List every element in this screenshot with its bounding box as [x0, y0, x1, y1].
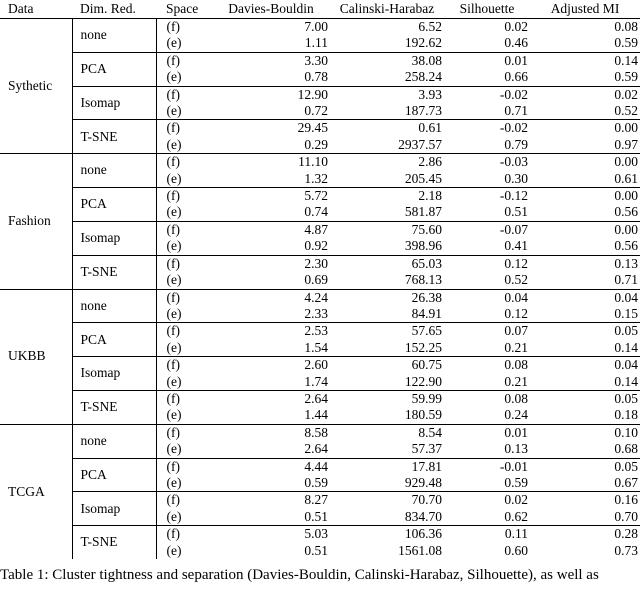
- calinski-harabaz-value: 122.90: [404, 373, 442, 389]
- table-row: [0, 86, 640, 103]
- adjusted-mi-value: 0.67: [614, 474, 638, 490]
- table-row: [0, 458, 640, 475]
- space-value: (f): [156, 526, 212, 543]
- adjusted-mi-value: 0.68: [614, 441, 638, 457]
- calinski-harabaz-value: 2.86: [330, 154, 444, 171]
- header-dim-red: Dim. Red.: [72, 0, 156, 19]
- davies-bouldin-value: 2.60: [212, 357, 330, 374]
- table-row: [0, 52, 640, 69]
- space-value: (e): [166, 305, 182, 321]
- table-row: [0, 492, 640, 509]
- silhouette-value: -0.01: [444, 458, 530, 475]
- davies-bouldin-value: 2.64: [304, 441, 328, 457]
- table-row: [0, 424, 640, 441]
- adjusted-mi-value: 0.15: [614, 305, 638, 321]
- silhouette-value: -0.07: [444, 221, 530, 238]
- davies-bouldin-value: 7.00: [304, 19, 328, 34]
- space-value: (f): [156, 492, 212, 509]
- calinski-harabaz-value: 38.08: [330, 52, 444, 69]
- calinski-harabaz-value: 57.37: [411, 441, 442, 457]
- space-value: (e): [166, 542, 182, 558]
- silhouette-value: 0.59: [504, 474, 528, 490]
- calinski-harabaz-value: 6.52: [418, 19, 442, 34]
- calinski-harabaz-value: 3.93: [330, 86, 444, 103]
- davies-bouldin-value: 5.03: [212, 526, 330, 543]
- calinski-harabaz-value: 205.45: [404, 170, 442, 186]
- header-adjusted-mi: Adjusted MI: [530, 0, 640, 19]
- davies-bouldin-value: 3.30: [212, 52, 330, 69]
- calinski-harabaz-value: 258.24: [404, 69, 442, 85]
- adjusted-mi-value: 0.05: [530, 458, 640, 475]
- dim-red-method: Isomap: [72, 357, 156, 391]
- dim-red-method: Isomap: [72, 221, 156, 255]
- dim-red-method: PCA: [72, 458, 156, 492]
- table-row: [0, 19, 640, 36]
- adjusted-mi-value: 0.70: [614, 508, 638, 524]
- space-value: (e): [166, 170, 182, 186]
- space-value: (e): [166, 204, 182, 220]
- davies-bouldin-value: 2.64: [212, 390, 330, 407]
- dim-red-method: none: [72, 289, 156, 323]
- table-row: [0, 390, 640, 407]
- calinski-harabaz-value: 65.03: [330, 255, 444, 272]
- space-value: (f): [156, 120, 212, 137]
- adjusted-mi-value: 0.56: [614, 204, 638, 220]
- davies-bouldin-value: 4.44: [212, 458, 330, 475]
- space-value: (e): [166, 272, 182, 288]
- calinski-harabaz-value: 929.48: [404, 474, 442, 490]
- silhouette-value: 0.21: [504, 339, 528, 355]
- space-value: (e): [166, 474, 182, 490]
- davies-bouldin-value: 0.72: [304, 103, 328, 119]
- silhouette-value: 0.08: [444, 357, 530, 374]
- calinski-harabaz-value: 180.59: [404, 407, 442, 423]
- space-value: (e): [166, 136, 182, 152]
- silhouette-value: 0.12: [504, 305, 528, 321]
- calinski-harabaz-value: 26.38: [330, 289, 444, 306]
- silhouette-value: 0.13: [504, 441, 528, 457]
- silhouette-value: 0.02: [444, 492, 530, 509]
- davies-bouldin-value: 12.90: [212, 86, 330, 103]
- silhouette-value: 0.07: [444, 323, 530, 340]
- table-header: [0, 0, 640, 19]
- davies-bouldin-value: 0.74: [304, 204, 328, 220]
- calinski-harabaz-value: 398.96: [404, 238, 442, 254]
- space-value: (e): [166, 35, 182, 51]
- adjusted-mi-value: 0.05: [530, 390, 640, 407]
- space-value: (e): [166, 441, 182, 457]
- davies-bouldin-value: 5.72: [212, 188, 330, 205]
- space-value: (f): [156, 424, 212, 441]
- dim-red-method: none: [72, 424, 156, 458]
- davies-bouldin-value: 0.51: [304, 508, 328, 524]
- adjusted-mi-value: 0.61: [614, 170, 638, 186]
- adjusted-mi-value: 0.08: [614, 19, 638, 34]
- space-value: (f): [156, 86, 212, 103]
- calinski-harabaz-value: 581.87: [404, 204, 442, 220]
- calinski-harabaz-value: 768.13: [404, 272, 442, 288]
- adjusted-mi-value: 0.00: [530, 221, 640, 238]
- calinski-harabaz-value: 152.25: [404, 339, 442, 355]
- calinski-harabaz-value: 70.70: [330, 492, 444, 509]
- space-value: (f): [156, 390, 212, 407]
- davies-bouldin-value: 4.24: [212, 289, 330, 306]
- davies-bouldin-value: 11.10: [212, 154, 330, 171]
- adjusted-mi-value: 0.18: [614, 407, 638, 423]
- space-value: (f): [156, 221, 212, 238]
- dim-red-method: Isomap: [72, 492, 156, 526]
- space-value: (e): [166, 339, 182, 355]
- dim-red-method: PCA: [72, 52, 156, 86]
- calinski-harabaz-value: 1561.08: [398, 542, 442, 558]
- adjusted-mi-value: 0.52: [614, 103, 638, 119]
- table-row: [0, 289, 640, 306]
- space-value: (e): [166, 508, 182, 524]
- davies-bouldin-value: 8.58: [212, 424, 330, 441]
- calinski-harabaz-value: 187.73: [404, 103, 442, 119]
- calinski-harabaz-value: 59.99: [330, 390, 444, 407]
- space-value: (e): [166, 238, 182, 254]
- adjusted-mi-value: 0.04: [530, 289, 640, 306]
- silhouette-value: -0.02: [444, 120, 530, 137]
- calinski-harabaz-value: 8.54: [330, 424, 444, 441]
- header-data: Data: [0, 0, 72, 19]
- calinski-harabaz-value: 0.61: [330, 120, 444, 137]
- silhouette-value: 0.71: [504, 103, 528, 119]
- davies-bouldin-value: 2.30: [212, 255, 330, 272]
- space-value: (f): [156, 289, 212, 306]
- adjusted-mi-value: 0.16: [530, 492, 640, 509]
- silhouette-value: 0.66: [504, 69, 528, 85]
- silhouette-value: 0.51: [504, 204, 528, 220]
- davies-bouldin-value: 29.45: [212, 120, 330, 137]
- table-row: [0, 357, 640, 374]
- calinski-harabaz-value: 106.36: [330, 526, 444, 543]
- table-row: [0, 255, 640, 272]
- space-value: (f): [156, 154, 212, 171]
- davies-bouldin-value: 0.29: [304, 136, 328, 152]
- table-row: [0, 323, 640, 340]
- calinski-harabaz-value: 192.62: [404, 35, 442, 51]
- space-value: (f): [156, 52, 212, 69]
- space-value: (f): [156, 188, 212, 205]
- header-davies-bouldin: Davies-Bouldin: [212, 0, 330, 19]
- davies-bouldin-value: 1.74: [304, 373, 328, 389]
- dim-red-method: T-SNE: [72, 526, 156, 559]
- adjusted-mi-value: 0.14: [614, 373, 638, 389]
- dataset-name: TCGA: [0, 424, 72, 559]
- adjusted-mi-value: 0.10: [530, 424, 640, 441]
- davies-bouldin-value: 4.87: [212, 221, 330, 238]
- silhouette-value: 0.79: [504, 136, 528, 152]
- silhouette-value: 0.24: [504, 407, 528, 423]
- dim-red-method: Isomap: [72, 86, 156, 120]
- adjusted-mi-value: 0.00: [530, 188, 640, 205]
- silhouette-value: 0.52: [504, 272, 528, 288]
- calinski-harabaz-value: 57.65: [330, 323, 444, 340]
- calinski-harabaz-value: 60.75: [330, 357, 444, 374]
- adjusted-mi-value: 0.59: [614, 69, 638, 85]
- calinski-harabaz-value: 17.81: [330, 458, 444, 475]
- adjusted-mi-value: 0.14: [614, 339, 638, 355]
- adjusted-mi-value: 0.71: [614, 272, 638, 288]
- dim-red-method: T-SNE: [72, 390, 156, 424]
- calinski-harabaz-value: 75.60: [330, 221, 444, 238]
- silhouette-value: 0.41: [504, 238, 528, 254]
- silhouette-value: 0.02: [504, 19, 528, 34]
- calinski-harabaz-value: 84.91: [411, 305, 442, 321]
- silhouette-value: -0.03: [444, 154, 530, 171]
- table-row: [0, 154, 640, 171]
- dim-red-method: PCA: [72, 188, 156, 222]
- adjusted-mi-value: 0.28: [530, 526, 640, 543]
- dataset-name: Fashion: [0, 154, 72, 289]
- caption-line: Table 1: Cluster tightness and separation (Davies-Bouldin, Calinski-Harabaz, Silhouette), as well as: [0, 567, 599, 583]
- davies-bouldin-value: 0.69: [304, 272, 328, 288]
- davies-bouldin-value: 2.33: [304, 305, 328, 321]
- space-value: (e): [166, 103, 182, 119]
- table-body: [0, 19, 640, 560]
- dataset-name: Sythetic: [0, 19, 72, 154]
- space-value: (e): [166, 69, 182, 85]
- header-space: Space: [156, 0, 212, 19]
- silhouette-value: 0.01: [444, 52, 530, 69]
- davies-bouldin-value: 1.11: [304, 35, 328, 51]
- adjusted-mi-value: 0.73: [614, 542, 638, 558]
- space-value: (f): [166, 19, 180, 34]
- davies-bouldin-value: 0.51: [304, 542, 328, 558]
- silhouette-value: 0.60: [504, 542, 528, 558]
- silhouette-value: -0.12: [444, 188, 530, 205]
- space-value: (e): [166, 407, 182, 423]
- table-row: [0, 221, 640, 238]
- davies-bouldin-value: 1.44: [304, 407, 328, 423]
- silhouette-value: 0.01: [444, 424, 530, 441]
- table-row: [0, 188, 640, 205]
- adjusted-mi-value: 0.05: [530, 323, 640, 340]
- davies-bouldin-value: 1.32: [304, 170, 328, 186]
- dim-red-method: T-SNE: [72, 120, 156, 154]
- space-value: (f): [156, 458, 212, 475]
- silhouette-value: 0.46: [504, 35, 528, 51]
- dim-red-method: none: [72, 154, 156, 188]
- davies-bouldin-value: 8.27: [212, 492, 330, 509]
- table-row: [0, 120, 640, 137]
- adjusted-mi-value: 0.59: [614, 35, 638, 51]
- header-calinski-harabaz: Calinski-Harabaz: [330, 0, 444, 19]
- davies-bouldin-value: 1.54: [304, 339, 328, 355]
- adjusted-mi-value: 0.97: [614, 136, 638, 152]
- davies-bouldin-value: 0.92: [304, 238, 328, 254]
- dim-red-method: none: [72, 19, 156, 53]
- silhouette-value: 0.21: [504, 373, 528, 389]
- adjusted-mi-value: 0.02: [530, 86, 640, 103]
- calinski-harabaz-value: 2937.57: [398, 136, 442, 152]
- silhouette-value: 0.08: [444, 390, 530, 407]
- adjusted-mi-value: 0.00: [530, 154, 640, 171]
- davies-bouldin-value: 0.59: [304, 474, 328, 490]
- davies-bouldin-value: 0.78: [304, 69, 328, 85]
- silhouette-value: 0.04: [444, 289, 530, 306]
- dataset-name: UKBB: [0, 289, 72, 424]
- adjusted-mi-value: 0.13: [530, 255, 640, 272]
- table-row: [0, 526, 640, 543]
- dim-red-method: T-SNE: [72, 255, 156, 289]
- space-value: (e): [166, 373, 182, 389]
- space-value: (f): [156, 323, 212, 340]
- adjusted-mi-value: 0.00: [530, 120, 640, 137]
- silhouette-value: 0.11: [444, 526, 530, 543]
- davies-bouldin-value: 2.53: [212, 323, 330, 340]
- calinski-harabaz-value: 834.70: [404, 508, 442, 524]
- space-value: (f): [156, 357, 212, 374]
- adjusted-mi-value: 0.56: [614, 238, 638, 254]
- silhouette-value: 0.12: [444, 255, 530, 272]
- adjusted-mi-value: 0.14: [530, 52, 640, 69]
- dim-red-method: PCA: [72, 323, 156, 357]
- table-caption: [0, 566, 640, 591]
- silhouette-value: -0.02: [444, 86, 530, 103]
- header-silhouette: Silhouette: [444, 0, 530, 19]
- calinski-harabaz-value: 2.18: [330, 188, 444, 205]
- space-value: (f): [156, 255, 212, 272]
- adjusted-mi-value: 0.04: [530, 357, 640, 374]
- silhouette-value: 0.30: [504, 170, 528, 186]
- silhouette-value: 0.62: [504, 508, 528, 524]
